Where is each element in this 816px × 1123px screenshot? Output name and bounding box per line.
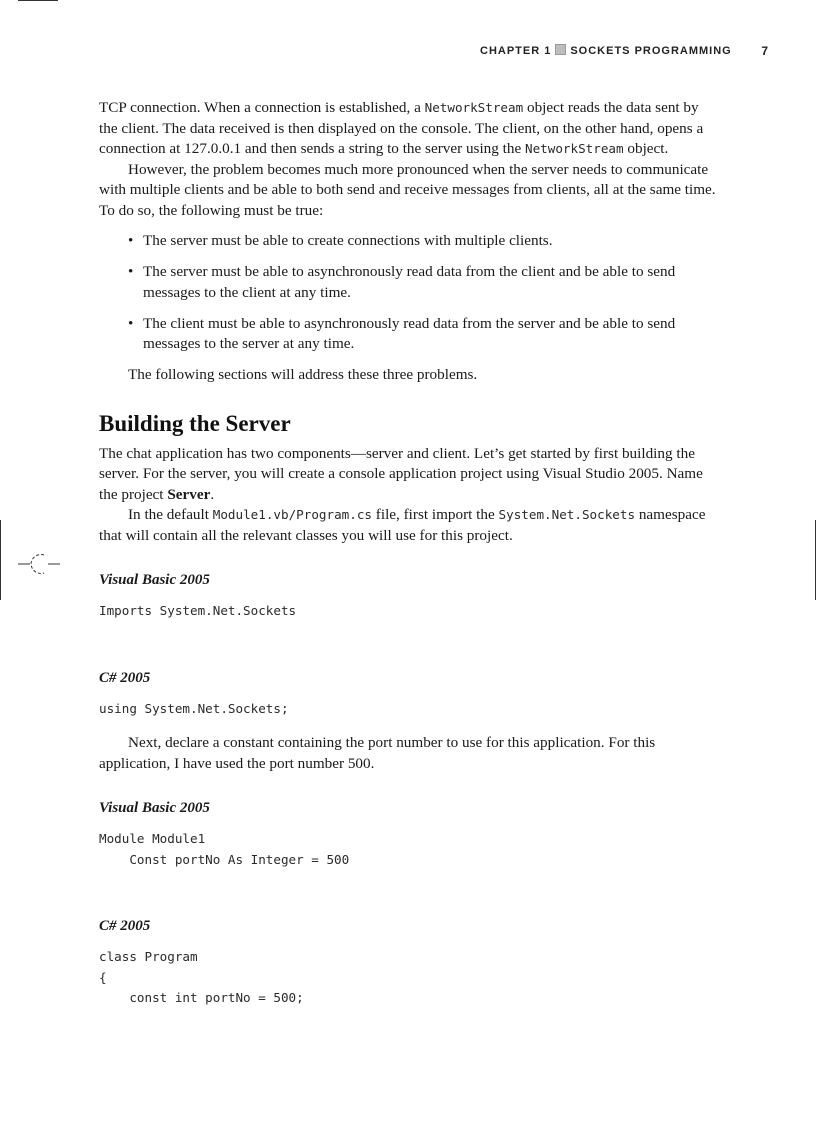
bullet-icon: • xyxy=(128,232,134,249)
code-block-cs-using: using System.Net.Sockets; xyxy=(99,700,289,716)
crop-mark-left xyxy=(0,520,1,600)
paragraph-2: However, the problem becomes much more pronounced when the server needs to communicate with multiple clients and be able to both send and receive messages from clients, all at the same time. To do so, the following must be true: xyxy=(99,160,716,219)
section-heading: Building the Server xyxy=(99,410,291,436)
spacer xyxy=(99,622,719,644)
list-item: • The server must be able to create connections with multiple clients. xyxy=(128,231,719,252)
code-heading-cs: C# 2005 xyxy=(99,669,151,686)
requirements-list xyxy=(99,231,719,355)
code-heading-vb: Visual Basic 2005 xyxy=(99,800,210,816)
spacer xyxy=(99,719,719,733)
paragraph-1: TCP connection. When a connection is established, a NetworkStream object reads the data sent by the client. The data received is then displayed on the console. The client, on the other hand, opens a connection at 127.0.0.1 and then sends a string to the server using the NetworkStream object. xyxy=(99,99,704,157)
chapter-title xyxy=(480,44,732,57)
spacer xyxy=(99,870,719,892)
list-item: • The client must be able to asynchronously read data from the server and be able to send messages to the server at any time. xyxy=(128,314,676,352)
registration-mark-icon xyxy=(18,552,60,576)
inline-code: NetworkStream xyxy=(525,141,624,156)
code-block-cs-class: class Program { const int portNo = 500; xyxy=(99,949,304,1005)
code-block-vb-module: Module Module1 Const portNo As Integer = 500 xyxy=(99,831,350,867)
inline-code: Module1.vb/Program.cs xyxy=(212,507,372,522)
chapter-label: CHAPTER 1 xyxy=(480,45,552,57)
paragraph-3: The following sections will address these three problems. xyxy=(128,366,478,383)
inline-code: System.Net.Sockets xyxy=(498,507,636,522)
project-name: Server xyxy=(167,485,211,503)
paragraph-5: In the default Module1.vb/Program.cs file, first import the System.Net.Sockets namespace that will contain all the relevant classes you will use for this project. xyxy=(99,506,706,544)
inline-code: NetworkStream xyxy=(424,100,524,115)
code-heading-vb: Visual Basic 2005 xyxy=(99,572,210,588)
separator-square-icon xyxy=(555,44,566,55)
code-block-vb-import: Imports System.Net.Sockets xyxy=(99,603,297,618)
paragraph-4: The chat application has two components—server and client. Let’s get started by first building the server. For the server, you will create a console application project using Visual Studio 2005. Name the project Server. xyxy=(99,444,703,503)
list-item: • The server must be able to asynchronously read data from the client and be able to send messages to the client at any time. xyxy=(128,263,676,301)
page-body xyxy=(99,98,719,1009)
crop-mark-top xyxy=(18,0,58,1)
paragraph-6: Next, declare a constant containing the port number to use for this application. For this application, I have used the port number 500. xyxy=(99,734,656,772)
running-header xyxy=(470,44,775,60)
bullet-icon: • xyxy=(128,314,134,332)
header-title: SOCKETS PROGRAMMING xyxy=(570,45,732,57)
bullet-icon: • xyxy=(128,263,134,280)
code-heading-cs: C# 2005 xyxy=(99,918,151,934)
page-number: 7 xyxy=(761,44,769,58)
